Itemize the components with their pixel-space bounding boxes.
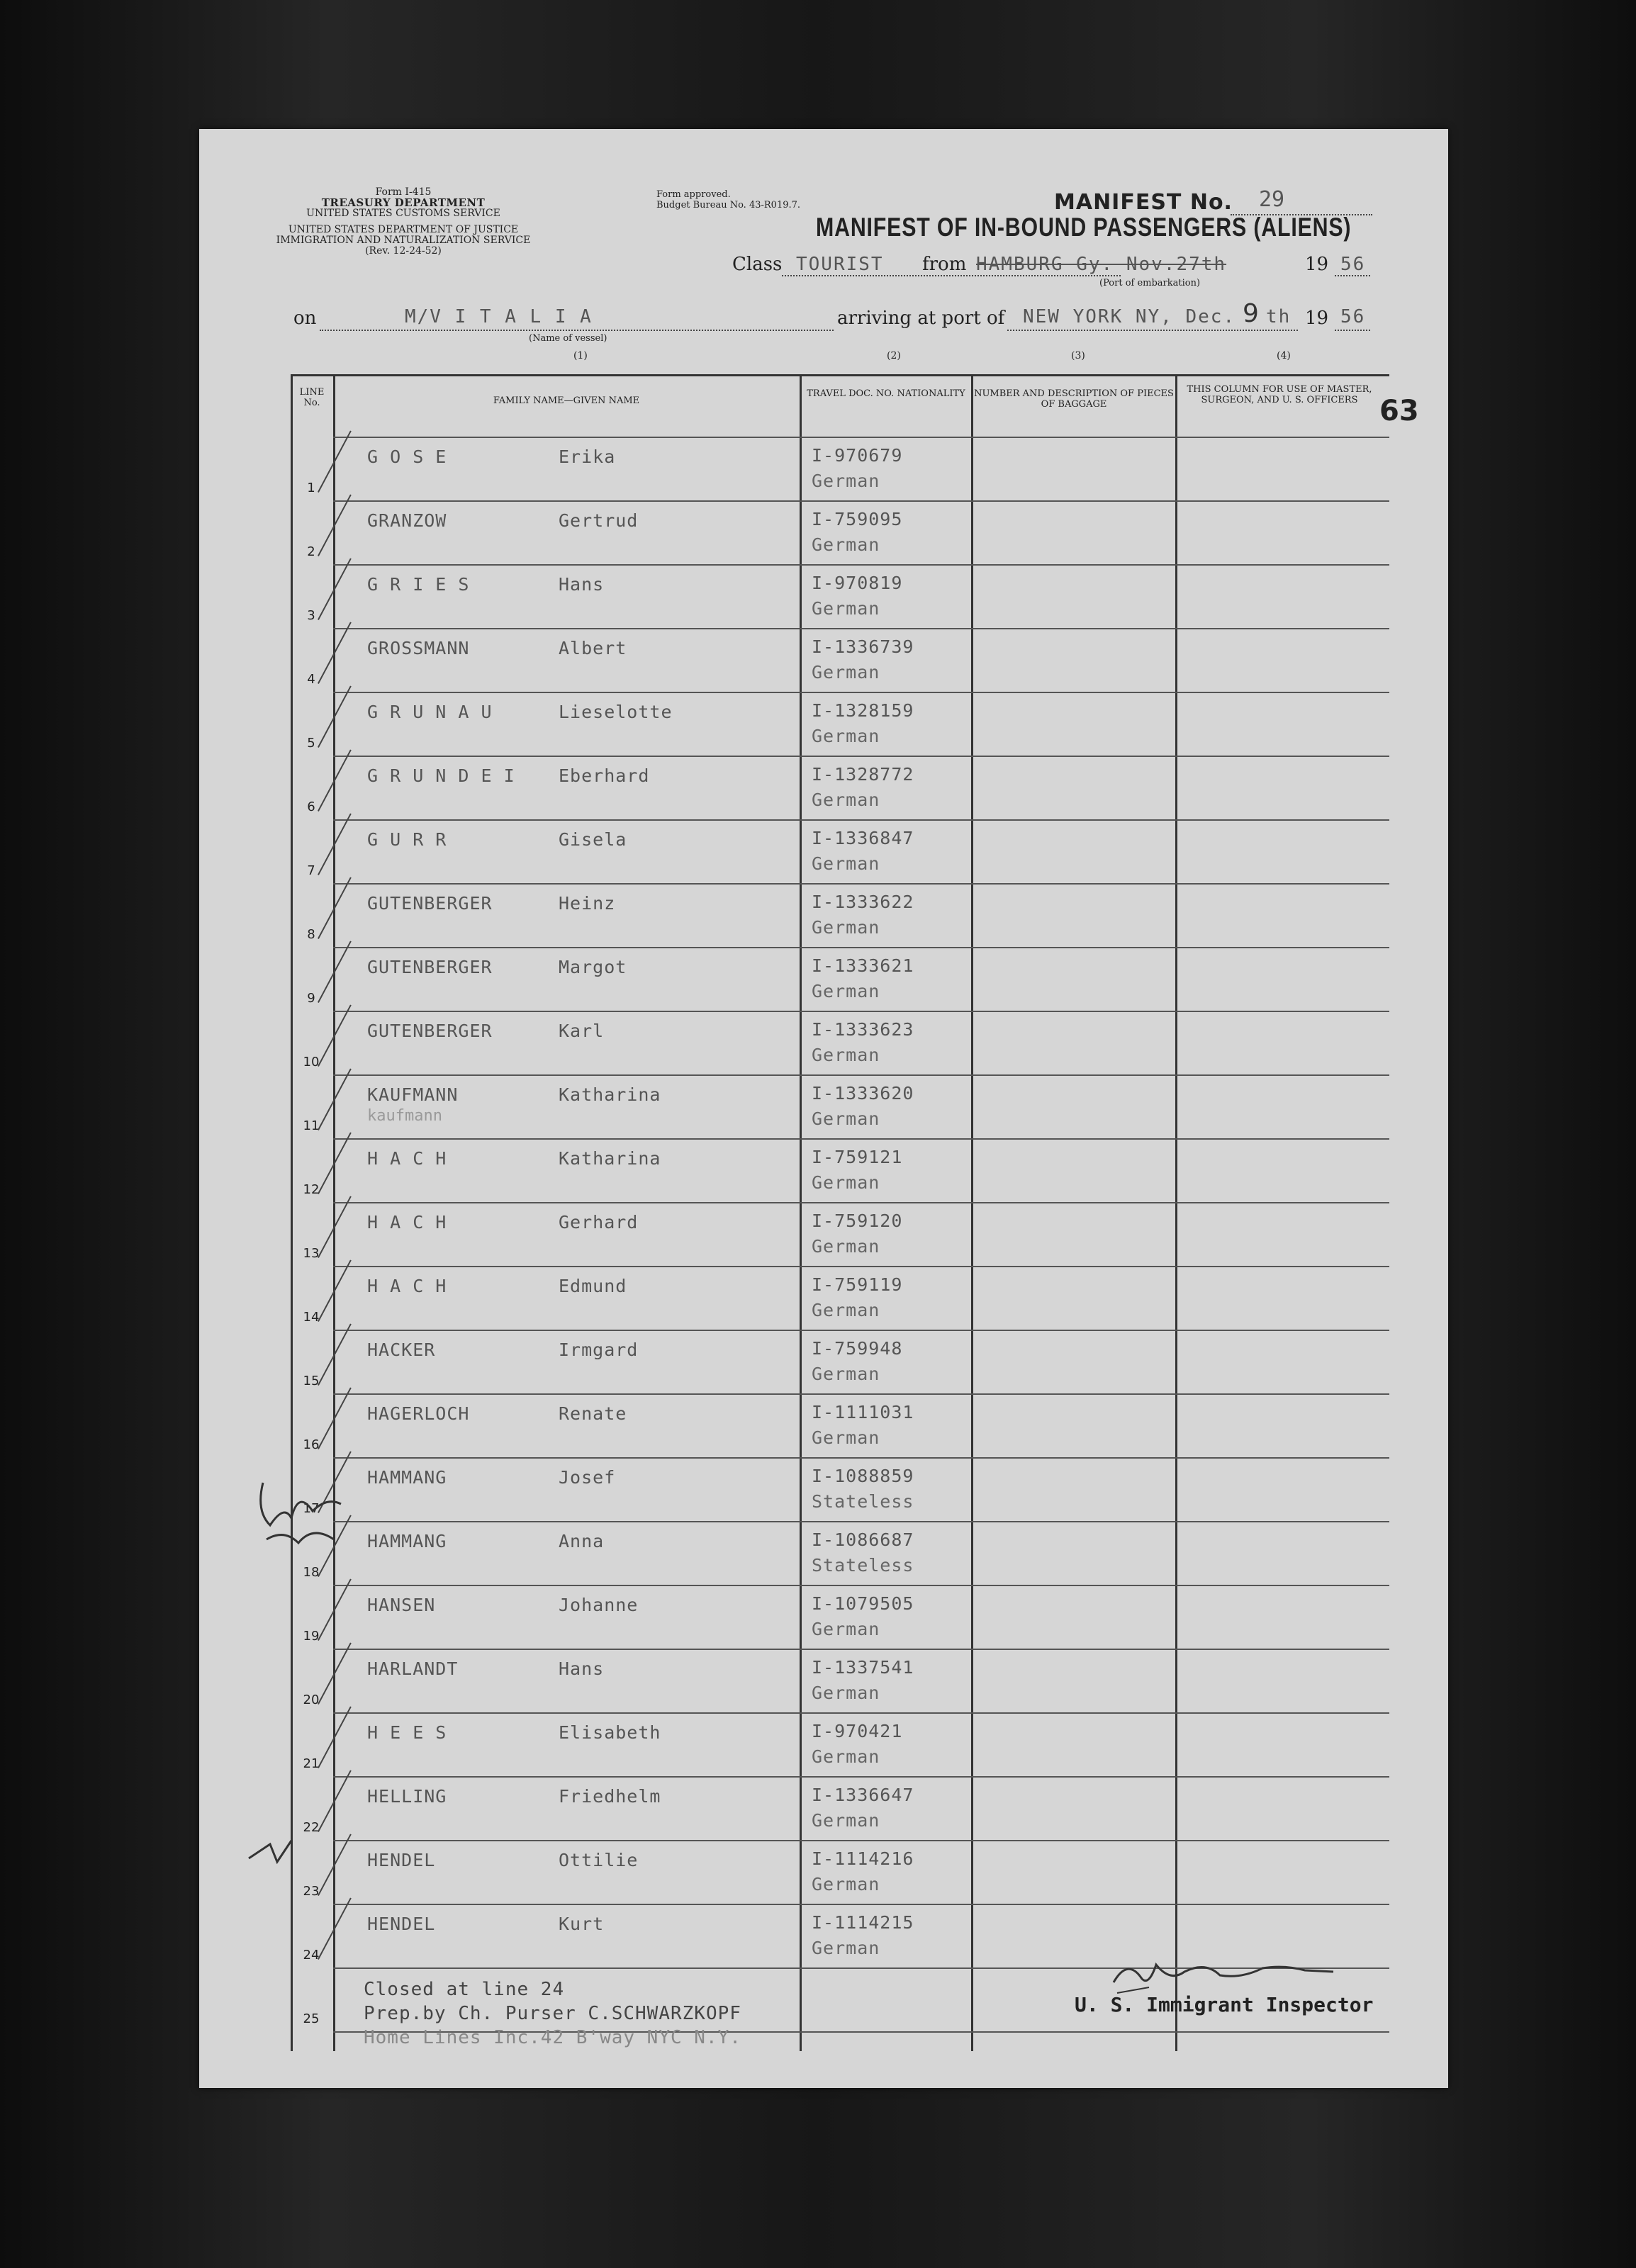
check-mark: [318, 494, 352, 556]
family-name: HANSEN: [367, 1595, 436, 1615]
ins-service: IMMIGRATION AND NATURALIZATION SERVICE: [276, 235, 531, 246]
form-number: Form I-415: [375, 186, 432, 198]
arrival-day: 9: [1243, 299, 1259, 328]
travel-doc-number: I-1333622: [812, 892, 914, 912]
nationality: German: [812, 1108, 880, 1129]
given-name: Erika: [559, 447, 616, 467]
check-mark: [318, 1578, 352, 1640]
table-row: [291, 502, 1389, 566]
form-identification: [276, 187, 531, 257]
travel-doc-number: I-1336847: [812, 828, 914, 848]
arrival-day-suffix: th: [1266, 306, 1292, 327]
passenger-table: [291, 374, 1389, 2051]
class-line: [782, 275, 1121, 276]
class-label: Class: [732, 254, 783, 275]
nationality: German: [812, 1300, 880, 1320]
family-name: HENDEL: [367, 1914, 436, 1934]
travel-doc-number: I-1333621: [812, 955, 914, 976]
table-row: [291, 1778, 1389, 1841]
given-name: Karl: [559, 1021, 605, 1041]
row-line-number: 22: [303, 1820, 320, 1835]
year-line: [1335, 275, 1370, 276]
form-revision: (Rev. 12-24-52): [365, 245, 442, 257]
travel-doc-number: I-1337541: [812, 1657, 914, 1678]
table-row: [291, 1076, 1389, 1140]
table-row: [291, 1331, 1389, 1395]
family-name: GUTENBERGER: [367, 893, 493, 914]
manifest-title: MANIFEST OF IN-BOUND PASSENGERS (ALIENS): [816, 213, 1352, 242]
family-name: H A C H: [367, 1276, 447, 1296]
family-name: HACKER: [367, 1340, 436, 1360]
check-mark: [318, 1897, 352, 1959]
check-mark: [318, 1387, 352, 1449]
check-mark: [318, 1068, 352, 1130]
header-travel-doc: TRAVEL DOC. NO. NATIONALITY: [807, 388, 965, 399]
table-row: [291, 1650, 1389, 1714]
travel-doc-number: I-1336739: [812, 636, 914, 657]
class-value: TOURIST: [796, 254, 884, 275]
row-line-number: 24: [303, 1948, 320, 1963]
nationality: German: [812, 1746, 880, 1767]
row-line-number: 12: [303, 1182, 320, 1197]
check-mark: [318, 813, 352, 875]
nationality: German: [812, 1619, 880, 1639]
check-mark: [318, 558, 352, 619]
family-name: GROSSMANN: [367, 638, 470, 658]
nationality: Stateless: [812, 1555, 914, 1576]
travel-doc-number: I-1086687: [812, 1529, 914, 1550]
travel-doc-number: I-970421: [812, 1721, 903, 1741]
nationality: German: [812, 662, 880, 683]
row-line-number: 18: [303, 1565, 320, 1580]
given-name: Heinz: [559, 893, 616, 914]
year-prefix: 19: [1305, 254, 1329, 275]
manifest-number: 29: [1259, 187, 1285, 212]
check-mark: [318, 430, 352, 492]
from-label: from: [922, 254, 967, 275]
given-name: Gertrud: [559, 510, 639, 531]
given-name: Gerhard: [559, 1212, 639, 1233]
row-line-number: 13: [303, 1246, 320, 1261]
check-mark: [318, 685, 352, 747]
table-row: [291, 1714, 1389, 1778]
travel-doc-number: I-1333623: [812, 1019, 914, 1040]
family-name: G R U N D E I: [367, 765, 515, 786]
given-name: Irmgard: [559, 1340, 639, 1360]
travel-doc-number: I-970819: [812, 573, 903, 593]
row-line-number: 21: [303, 1756, 320, 1771]
family-name: H A C H: [367, 1212, 447, 1233]
approved-text: Form approved.: [656, 189, 731, 200]
check-mark: [318, 1642, 352, 1704]
prepared-by: Prep.by Ch. Purser C.SCHWARZKOPF: [364, 2003, 741, 2024]
given-name: Josef: [559, 1467, 616, 1488]
department: TREASURY DEPARTMENT: [321, 196, 486, 209]
arrival-year: 56: [1340, 306, 1366, 327]
nationality: German: [812, 790, 880, 810]
table-row: [291, 566, 1389, 629]
closed-at-line: Closed at line 24: [364, 1979, 565, 2000]
nationality: German: [812, 917, 880, 938]
check-mark: [318, 1259, 352, 1321]
travel-doc-number: I-1111031: [812, 1402, 914, 1422]
family-name: HAMMANG: [367, 1531, 447, 1551]
family-name: GUTENBERGER: [367, 957, 493, 977]
nationality: German: [812, 1236, 880, 1257]
year-value: 56: [1340, 254, 1366, 275]
check-mark: [318, 749, 352, 811]
arriving-label: arriving at port of: [837, 308, 1005, 329]
table-row: [291, 1522, 1389, 1586]
immigrant-inspector-label: U. S. Immigrant Inspector: [1075, 1993, 1374, 2016]
check-mark: [318, 1834, 352, 1895]
travel-doc-number: I-1114215: [812, 1912, 914, 1933]
nationality: German: [812, 471, 880, 491]
given-name: Renate: [559, 1403, 627, 1424]
family-name: HAGERLOCH: [367, 1403, 470, 1424]
table-row: [291, 629, 1389, 693]
given-name: Kurt: [559, 1914, 605, 1934]
header-line-no: LINE No.: [299, 387, 325, 408]
line-company: Home Lines Inc.42 B'way NYC N.Y.: [364, 2027, 741, 2048]
family-name: HAMMANG: [367, 1467, 447, 1488]
given-name: Ottilie: [559, 1850, 639, 1870]
vessel-line: [320, 330, 834, 331]
family-name: G R I E S: [367, 574, 470, 595]
table-row: [291, 948, 1389, 1012]
manifest-number-label: MANIFEST No.: [1054, 190, 1233, 215]
given-name: Edmund: [559, 1276, 627, 1296]
given-name: Hans: [559, 574, 605, 595]
row-line-number: 16: [303, 1437, 320, 1452]
family-name: HENDEL: [367, 1850, 436, 1870]
nationality: German: [812, 1938, 880, 1958]
arrival-port: NEW YORK NY, Dec.: [1023, 306, 1236, 327]
column-number-2: (2): [887, 350, 901, 361]
check-mark: [318, 1323, 352, 1385]
nationality: German: [812, 1364, 880, 1384]
travel-doc-number: I-759121: [812, 1147, 903, 1167]
arrival-line: [1007, 330, 1298, 331]
margin-handwriting: [249, 1461, 355, 1575]
given-name: Gisela: [559, 829, 627, 850]
travel-doc-number: I-1336647: [812, 1785, 914, 1805]
row-line-number: 9: [307, 991, 315, 1006]
header-officers: THIS COLUMN FOR USE OF MASTER, SURGEON, AND U. S. OFFICERS: [1187, 384, 1372, 405]
given-name: Margot: [559, 957, 627, 977]
table-row: [291, 1203, 1389, 1267]
table-row: [291, 1841, 1389, 1905]
check-mark: [318, 622, 352, 683]
family-name: GRANZOW: [367, 510, 447, 531]
arrival-year-line: [1335, 330, 1370, 331]
table-row: [291, 1012, 1389, 1076]
given-name: Eberhard: [559, 765, 650, 786]
travel-doc-number: I-759120: [812, 1211, 903, 1231]
check-mark: [318, 1004, 352, 1066]
family-name: GUTENBERGER: [367, 1021, 493, 1041]
nationality: German: [812, 1427, 880, 1448]
row-line-number: 23: [303, 1884, 320, 1899]
vessel-name: M/V I T A L I A: [405, 306, 593, 327]
table-top-border: [291, 374, 1389, 376]
table-row: [291, 1267, 1389, 1331]
nationality: German: [812, 981, 880, 1001]
table-row: [291, 821, 1389, 885]
row-line-number: 19: [303, 1629, 320, 1644]
table-row: [291, 1586, 1389, 1650]
travel-doc-number: I-1079505: [812, 1593, 914, 1614]
customs-service: UNITED STATES CUSTOMS SERVICE: [306, 208, 500, 219]
table-row: [291, 1395, 1389, 1459]
family-name: HELLING: [367, 1786, 447, 1807]
form-approval: [656, 189, 800, 210]
given-name: Anna: [559, 1531, 605, 1551]
nationality: German: [812, 726, 880, 746]
check-mark: [318, 1770, 352, 1831]
row-line-number: 14: [303, 1310, 320, 1325]
family-name: H A C H: [367, 1148, 447, 1169]
row-line-number: 7: [307, 863, 315, 878]
given-name: Johanne: [559, 1595, 639, 1615]
arrival-year-prefix: 19: [1305, 308, 1329, 329]
given-name: Friedhelm: [559, 1786, 661, 1807]
nationality: German: [812, 1172, 880, 1193]
given-name: Lieselotte: [559, 702, 673, 722]
port-embarkation-note: (Port of embarkation): [1099, 278, 1201, 288]
given-name: Elisabeth: [559, 1722, 661, 1743]
header-baggage: NUMBER AND DESCRIPTION OF PIECES OF BAGGAGE: [974, 388, 1174, 410]
nationality: German: [812, 1683, 880, 1703]
budget-bureau: Budget Bureau No. 43-R019.7.: [656, 200, 801, 210]
table-row: [291, 757, 1389, 821]
travel-doc-number: I-759095: [812, 509, 903, 529]
travel-doc-number: I-1328159: [812, 700, 914, 721]
family-name: H E E S: [367, 1722, 447, 1743]
family-name: KAUFMANN: [367, 1084, 459, 1105]
check-mark: [318, 1132, 352, 1194]
travel-doc-number: I-759948: [812, 1338, 903, 1359]
header-name: FAMILY NAME—GIVEN NAME: [493, 395, 640, 406]
family-name: HARLANDT: [367, 1658, 459, 1679]
row-line-number: 6: [307, 799, 315, 814]
travel-doc-number: I-759119: [812, 1274, 903, 1295]
nationality: German: [812, 1874, 880, 1894]
row-line-number: 25: [303, 2011, 320, 2026]
nationality: Stateless: [812, 1491, 914, 1512]
given-name: Katharina: [559, 1084, 661, 1105]
overwritten-name: kaufmann: [367, 1107, 442, 1125]
given-name: Albert: [559, 638, 627, 658]
row-line-number: 17: [303, 1501, 320, 1516]
table-row: [291, 1140, 1389, 1203]
row-line-number: 5: [307, 736, 315, 751]
nationality: German: [812, 853, 880, 874]
family-name: G U R R: [367, 829, 447, 850]
check-mark: [318, 1706, 352, 1768]
given-name: Katharina: [559, 1148, 661, 1169]
from-value: HAMBURG Gy. Nov.27th: [976, 254, 1227, 275]
row-line-number: 8: [307, 927, 315, 942]
row-line-number: 4: [307, 672, 315, 687]
family-name: G R U N A U: [367, 702, 493, 722]
given-name: Hans: [559, 1658, 605, 1679]
row-line-number: 10: [303, 1055, 320, 1070]
vessel-note: (Name of vessel): [529, 333, 607, 344]
row-line-number: 15: [303, 1374, 320, 1388]
travel-doc-number: I-1333620: [812, 1083, 914, 1104]
travel-doc-number: I-1328772: [812, 764, 914, 785]
on-label: on: [293, 308, 317, 329]
justice-department: UNITED STATES DEPARTMENT OF JUSTICE: [288, 224, 519, 235]
family-name: G O S E: [367, 447, 447, 467]
nationality: German: [812, 598, 880, 619]
row-line-number: 3: [307, 608, 315, 623]
nationality: German: [812, 1045, 880, 1065]
row-line-number: 1: [307, 481, 315, 495]
manifest-page: [199, 129, 1448, 2088]
check-mark: [318, 941, 352, 1002]
travel-doc-number: I-1088859: [812, 1466, 914, 1486]
table-row: [291, 1459, 1389, 1522]
nationality: German: [812, 534, 880, 555]
margin-initials: [242, 1830, 306, 1873]
nationality: German: [812, 1810, 880, 1831]
row-line-number: 11: [303, 1118, 320, 1133]
column-number-4: (4): [1277, 350, 1291, 361]
check-mark: [318, 1196, 352, 1257]
row-line-number: 2: [307, 544, 315, 559]
table-row: [291, 693, 1389, 757]
column-number-3: (3): [1071, 350, 1085, 361]
column-number-1: (1): [573, 350, 588, 361]
travel-doc-number: I-1114216: [812, 1848, 914, 1869]
table-row: [291, 438, 1389, 502]
inspector-signature: [1106, 1943, 1348, 2000]
table-row: [291, 885, 1389, 948]
row-line-number: 20: [303, 1692, 320, 1707]
travel-doc-number: I-970679: [812, 445, 903, 466]
check-mark: [318, 877, 352, 938]
page-number: 63: [1379, 395, 1419, 427]
